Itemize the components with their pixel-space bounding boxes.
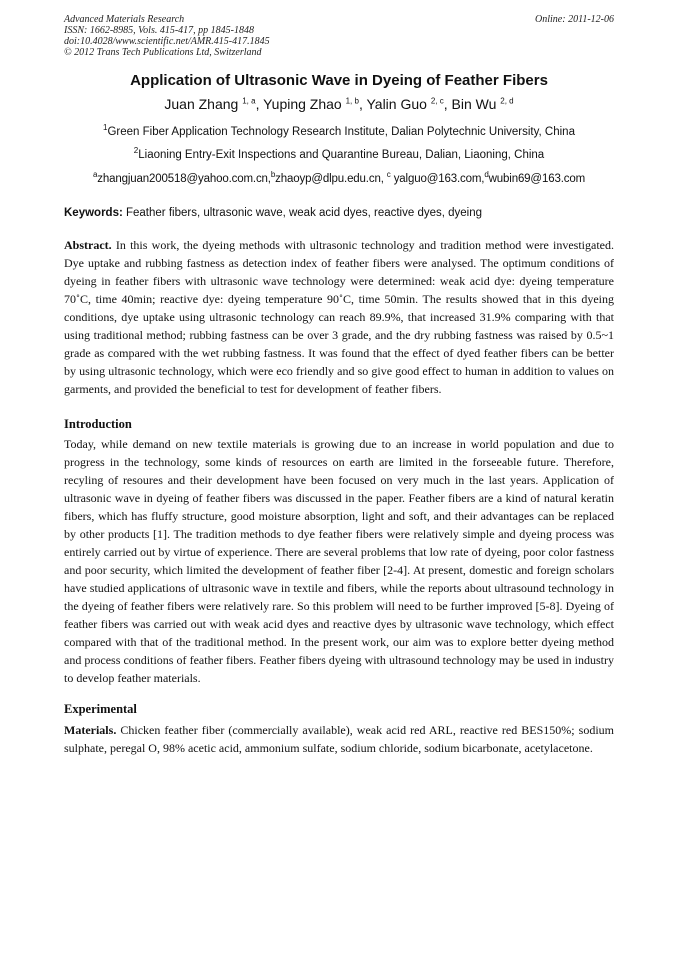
materials-paragraph (64, 721, 614, 757)
email-mark: c (386, 170, 391, 180)
author-name: Juan Zhang (164, 96, 239, 112)
email-mark: b (270, 170, 276, 180)
author-name: Yuping Zhao (263, 96, 342, 112)
abstract (64, 236, 614, 398)
experimental-heading: Experimental (64, 702, 137, 716)
email-address: zhaoyp@dlpu.edu.cn, (275, 173, 387, 185)
journal-name: Advanced Materials Research (64, 14, 185, 25)
email-address: yalguo@163.com, (390, 173, 485, 185)
email-address: zhangjuan200518@yahoo.com.cn, (97, 173, 271, 185)
materials-label: Materials. (64, 723, 117, 737)
doi-line: doi:10.4028/www.scientific.net/AMR.415-417.1845 (64, 36, 270, 47)
keywords-text: Feather fibers, ultrasonic wave, weak acid dyes, reactive dyes, dyeing (122, 207, 483, 219)
author-affiliation-mark: 1, b (345, 96, 359, 106)
materials-text: Chicken feather fiber (commercially available), weak acid red ARL, reactive red BES150%; sodium sulphate, peregal O, 98% acetic acid, ammonium sulfate, sodium chloride, sodium bicarbonate, acetylacetone. (64, 723, 614, 755)
affiliation-mark: 2 (133, 146, 139, 156)
paper-title: Application of Ultrasonic Wave in Dyeing of Feather Fibers (130, 72, 548, 89)
author-emails (64, 172, 614, 186)
author-name: Bin Wu (451, 96, 497, 112)
affiliation (64, 148, 614, 162)
introduction-paragraph: Today, while demand on new textile materials is growing due to an increase in world population and due to progress in the technology, some kinds of resources on earth are limited in the forseeable future. Therefore, recyling of resoures and their development have been focused on very much in the last years. Application of ultrasonic wave in dyeing of feather fibers was discussed in the paper. Feather fibers are a kind of natural keratin fibers, which has fluffy structure, good moisture absorption, light and soft, and their advantages can be replaced by other products [1]. The tradition methods to dye feather fibers were relatively simple and dyeing process was entirely carried out by virtue of experience. There are several problems that low rate of dyeing, poor color fastness and poor security, which limited the development of feather fiber [2-4]. At present, domestic and foreign scholars have studied applications of ultrasonic wave in textile and fibers, while the reports about ultrasound technology in the dyeing of feather fibers were relatively rare. So this problem will need to be further improved [5-8]. Dyeing of feather fibers was carried out with weak acid dyes and reactive dyes by ultrasonic wave technology, which effect compared with that of the traditional method. In the present work, our aim was to explore better dyeing method and process conditions of feather fibers. Feather fibers dyeing with ultrasound technology may be used in industry to develop feather materials. (64, 437, 614, 685)
author-name: Yalin Guo (366, 96, 427, 112)
email-address: wubin69@163.com (488, 173, 586, 185)
keywords (64, 206, 614, 220)
affiliation (64, 125, 614, 139)
affiliation-text: Green Fiber Application Technology Research Institute, Dalian Polytechnic University, China (107, 126, 575, 138)
journal-info (64, 14, 270, 58)
author-list: Juan Zhang $^{1, a}$, Yuping Zhao $^{1, b}$, Yalin Guo $^{2, c}$, Bin Wu $^{2, d}$ (164, 96, 514, 112)
author-affiliation-mark: 2, c (430, 96, 444, 106)
paper-page (64, 14, 614, 757)
affiliation-text: Liaoning Entry-Exit Inspections and Quarantine Bureau, Dalian, Liaoning, China (138, 149, 545, 161)
author-affiliation-mark: 1, a (242, 96, 256, 106)
email-mark: d (484, 170, 489, 180)
abstract-text: In this work, the dyeing methods with ultrasonic technology and tradition method were investigated. Dye uptake and rubbing fastness as detection index of feather fibers were analysed. The optimum conditions of dyeing in feather fibers with ultrasonic wave technology were determined: weak acid dye: dyeing temperature 70˚C, time 40min; reactive dye: dyeing temperature 90˚C, time 50min. The results showed that in this dyeing conditions, dye uptake using ultrasonic technology can reach 89.9%, that increased 31.9% comparing with that using traditional method; rubbing fastness can be over 3 grade, and the dry rubbing fastness was raised by 0.5~1 grade as compared with the wet rubbing fastness. It was found that the effect of dyed feather fibers can be better by using ultrasonic technology, which were eco friendly and so give good effect to human in addition to values on garments, and provided the beneficial to test for development of feather fibers. (64, 238, 614, 396)
online-date: Online: 2011-12-06 (535, 14, 614, 25)
running-header (64, 14, 614, 58)
author-affiliation-mark: 2, d (500, 96, 514, 106)
affiliation-mark: 1 (103, 123, 108, 133)
email-mark: a (92, 170, 98, 180)
keywords-label: Keywords: (64, 207, 123, 219)
issn-line: ISSN: 1662-8985, Vols. 415-417, pp 1845-1848 (64, 25, 254, 36)
copyright-line: © 2012 Trans Tech Publications Ltd, Switzerland (64, 47, 262, 58)
abstract-label: Abstract. (64, 238, 112, 252)
introduction-heading: Introduction (64, 417, 132, 431)
